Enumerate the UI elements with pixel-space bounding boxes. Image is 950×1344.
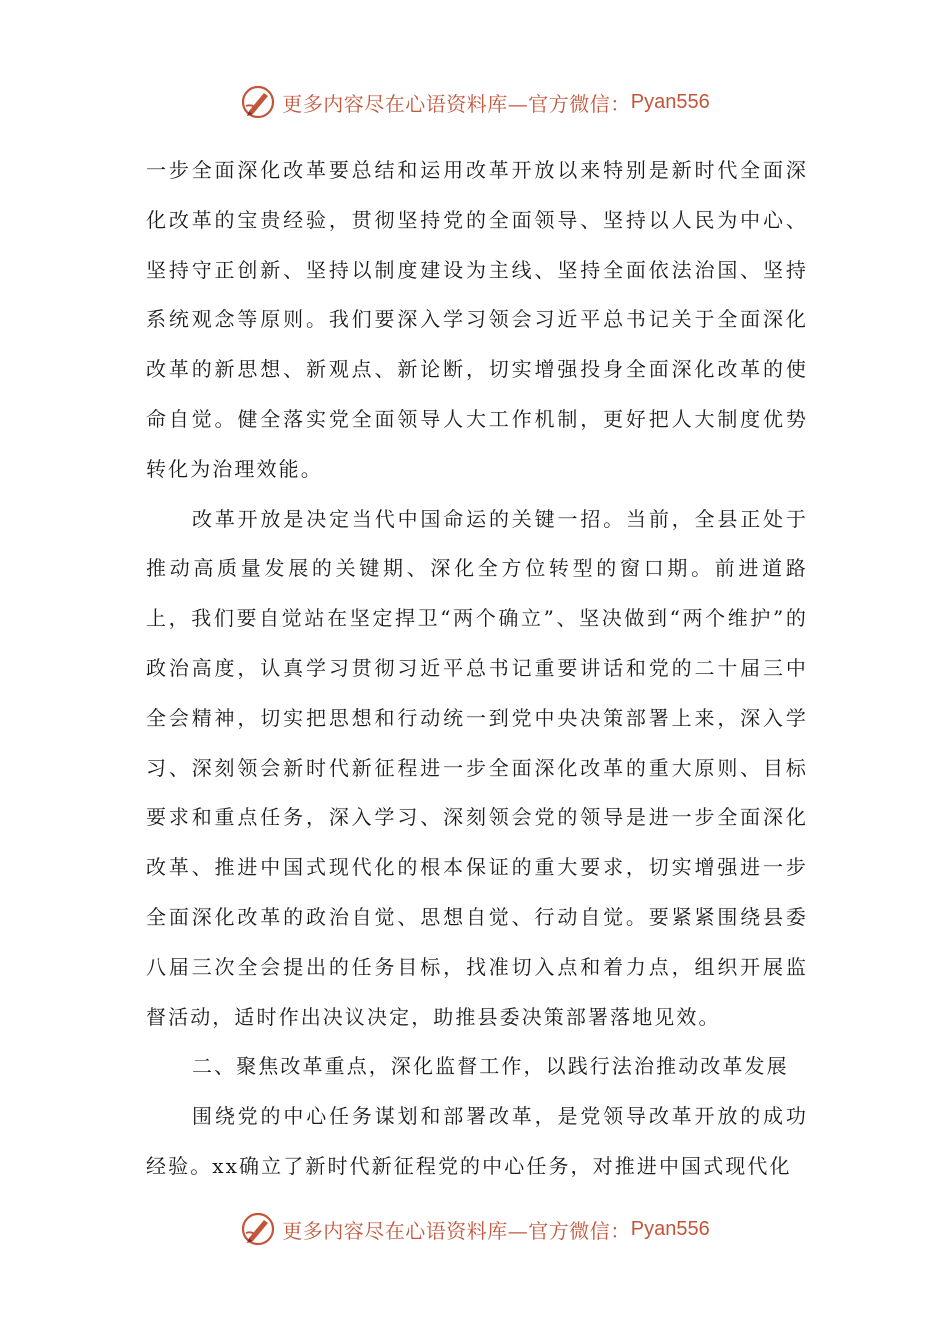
footer-banner-text: 更多内容尽在心语资料库—官方微信： xyxy=(282,1218,631,1243)
footer-wechat-id: Pyan556 xyxy=(630,1217,710,1240)
header-banner xyxy=(0,82,950,122)
paragraph-3: 围绕党的中心任务谋划和部署改革，是党领导改革开放的成功经验。xx确立了新时代新征程党的中心任务，对推进中国式现代化 xyxy=(146,1104,808,1178)
paragraph-2: 改革开放是决定当代中国命运的关键一招。当前，全县正处于推动高质量发展的关键期、深化全方位转型的窗口期。前进道路上，我们要自觉站在坚定捍卫“两个确立”、坚决做到“两个维护”的政治高度，认真学习贯彻习近平总书记重要讲话和党的二十届三中全会精神，切实把思想和行动统一到党中央决策部署上来，深入学习、深刻领会新时代新征程进一步全面深化改革的重大原则、目标要求和重点任务，深入学习、深刻领会党的领导是进一步全面深化改革、推进中国式现代化的根本保证的重大要求，切实增强进一步全面深化改革的政治自觉、思想自觉、行动自觉。要紧紧围绕县委八届三次全会提出的任务目标，找准切入点和着力点，组织开展监督活动，适时作出决议决定，助推县委决策部署落地见效。 xyxy=(146,506,808,1029)
header-wechat-id: Pyan556 xyxy=(630,90,710,113)
paragraph-1: 一步全面深化改革要总结和运用改革开放以来特别是新时代全面深化改革的宝贵经验，贯彻坚持党的全面领导、坚持以人民为中心、坚持守正创新、坚持以制度建设为主线、坚持全面依法治国、坚持系统观念等原则。我们要深入学习领会习近平总书记关于全面深化改革的新思想、新观点、新论断，切实增强投身全面深化改革的使命自觉。健全落实党全面领导人大工作机制，更好把人大制度优势转化为治理效能。 xyxy=(146,158,808,481)
document-body xyxy=(146,146,808,1192)
section-heading: 二、聚焦改革重点，深化监督工作，以践行法治推动改革发展 xyxy=(192,1054,789,1079)
footer-banner xyxy=(0,1209,950,1249)
header-banner-text: 更多内容尽在心语资料库—官方微信： xyxy=(282,91,631,116)
pen-logo-icon xyxy=(240,84,276,120)
pen-logo-icon xyxy=(240,1211,276,1247)
